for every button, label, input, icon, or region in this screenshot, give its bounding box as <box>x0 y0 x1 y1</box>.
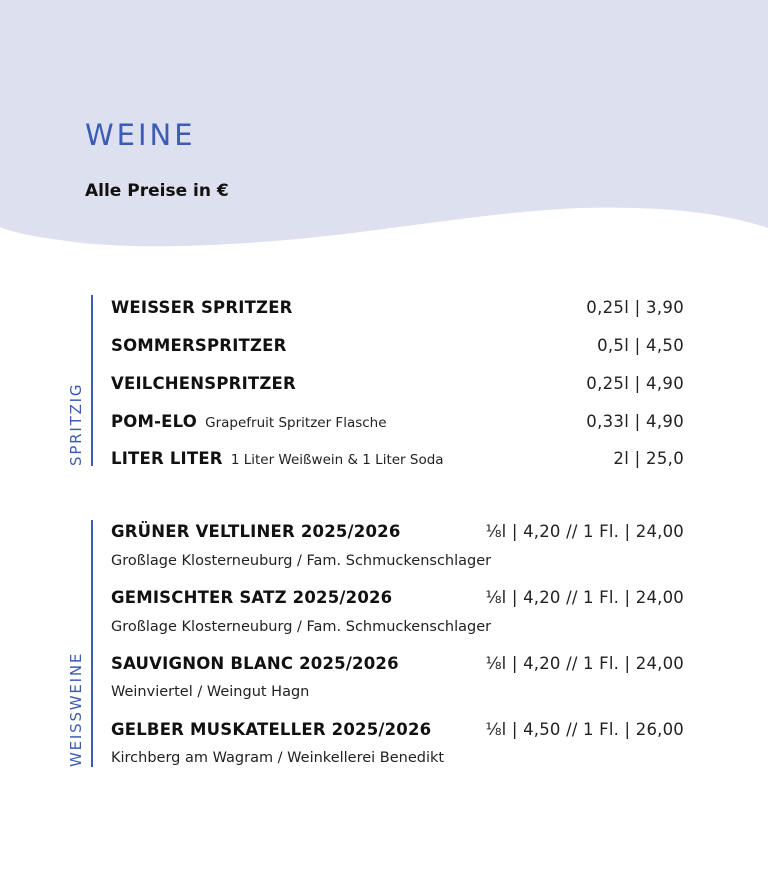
menu-item <box>111 447 684 471</box>
menu-item <box>111 372 684 396</box>
wine-origin: Großlage Klosterneuburg / Fam. Schmuckenschlager <box>111 619 492 635</box>
wine-origin: Großlage Klosterneuburg / Fam. Schmuckenschlager <box>111 553 492 569</box>
wine-name: SAUVIGNON BLANC 2025/2026 <box>111 654 399 673</box>
price-note: Alle Preise in € <box>85 181 229 201</box>
section-label: SPRITZIG <box>67 382 85 466</box>
wine-item-header <box>111 586 684 610</box>
item-name: WEISSER SPRITZER <box>111 298 293 317</box>
item-description: 1 Liter Weißwein & 1 Liter Soda <box>230 452 444 468</box>
wine-price: ⅛l | 4,20 // 1 Fl. | 24,00 <box>485 522 684 541</box>
menu-item <box>111 296 684 320</box>
wine-name: GEMISCHTER SATZ 2025/2026 <box>111 588 393 607</box>
item-name: POM-ELO <box>111 412 198 431</box>
section-divider-line <box>91 520 93 767</box>
wine-origin: Kirchberg am Wagram / Weinkellerei Benedikt <box>111 750 445 766</box>
item-description: Grapefruit Spritzer Flasche <box>205 415 387 431</box>
wine-origin: Weinviertel / Weingut Hagn <box>111 684 310 700</box>
item-price: 0,5l | 4,50 <box>597 336 684 355</box>
wine-item-header <box>111 520 684 544</box>
wine-name: GRÜNER VELTLINER 2025/2026 <box>111 522 401 541</box>
item-price: 0,25l | 4,90 <box>586 374 684 393</box>
wine-price: ⅛l | 4,50 // 1 Fl. | 26,00 <box>485 720 684 739</box>
item-name: LITER LITER <box>111 449 223 468</box>
menu-item <box>111 410 684 434</box>
section-divider-line <box>91 295 93 466</box>
section-label: WEISSWEINE <box>67 651 85 767</box>
item-name: VEILCHENSPRITZER <box>111 374 296 393</box>
item-price: 0,25l | 3,90 <box>586 298 684 317</box>
wine-price: ⅛l | 4,20 // 1 Fl. | 24,00 <box>485 654 684 673</box>
menu-item <box>111 334 684 358</box>
wine-item-header <box>111 718 684 742</box>
item-name: SOMMERSPRITZER <box>111 336 287 355</box>
item-price: 0,33l | 4,90 <box>586 412 684 431</box>
wine-name: GELBER MUSKATELLER 2025/2026 <box>111 720 432 739</box>
page-title: WEINE <box>85 118 196 152</box>
item-price: 2l | 25,0 <box>613 449 684 468</box>
wine-item-header <box>111 652 684 676</box>
wine-price: ⅛l | 4,20 // 1 Fl. | 24,00 <box>485 588 684 607</box>
